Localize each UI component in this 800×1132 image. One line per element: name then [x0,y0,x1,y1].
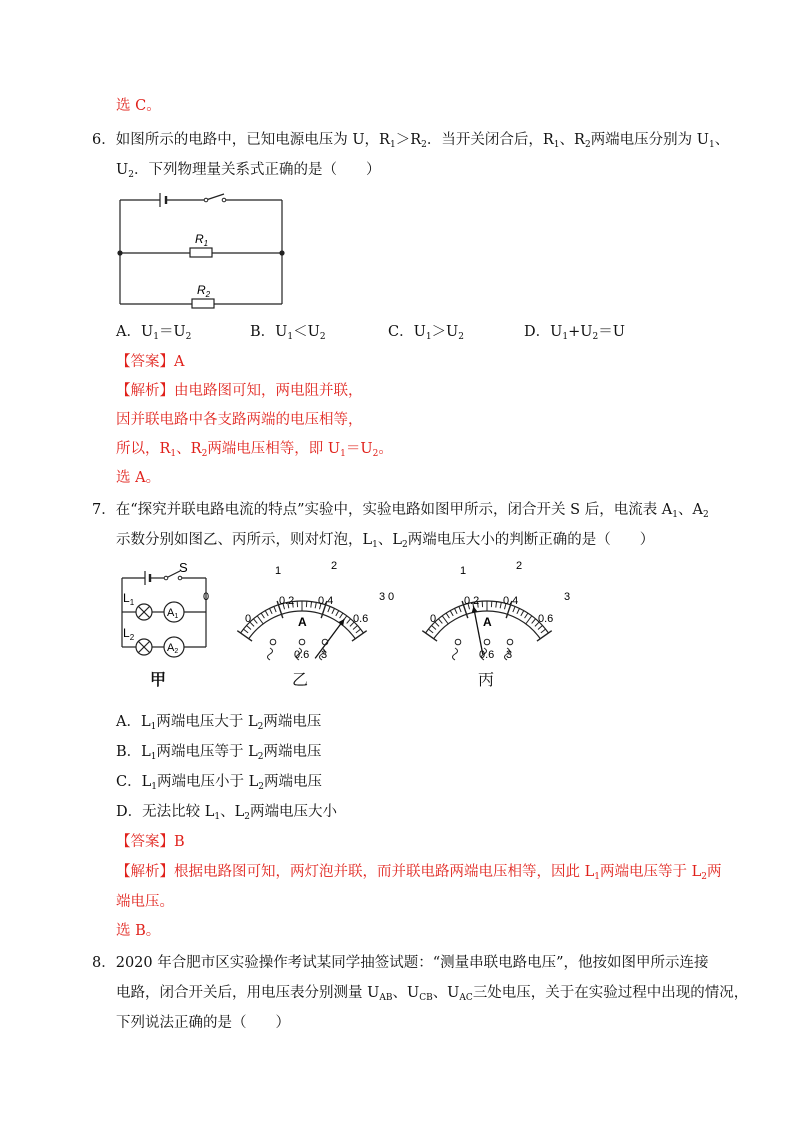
dial-outer-label: 1 [460,565,467,577]
switch-blade [206,194,224,200]
a2-label: A2 [167,642,179,655]
terminal-post [484,639,490,645]
q7-option-c[interactable]: C．$L_1$两端电压小于 $L_2$两端电压 [116,774,322,792]
q6-analysis-line2: 因并联电路中各支路两端的电压相等， [116,412,363,428]
dial-tick [500,602,501,608]
dial-tick [347,619,351,624]
dial-tick [265,611,268,616]
q7-meter-yi [203,558,390,666]
q6-answer: 【答案】A [116,354,185,370]
r1-label: $R_1$ [195,232,209,248]
dial-needle [315,619,344,658]
q6-option-d[interactable]: D．$U_1+U_2=U$ [524,324,625,342]
dial-tick [538,625,542,629]
terminal-wire [453,648,458,660]
q7-analysis-line2: 端电压。 [116,894,174,910]
caption-jia: 甲 [150,670,167,689]
dial-tick [446,613,449,618]
q7-stem-line2: 示数分别如图乙、丙所示，则对灯泡，$L_1$、$L_2$两端电压大小的判断正确的是（ ） [116,532,655,550]
dial-needle [473,606,482,654]
junction-left [117,250,122,255]
q6-choice: 选 A。 [116,470,161,486]
dial-tick [336,611,339,616]
dial-tick [274,606,276,612]
q7-choice: 选 B。 [116,923,161,939]
caption-yi: 乙 [292,670,309,689]
q6-analysis-line3: 所以，$R_1$、$R_2$两端电压相等，即 $U_1=U_2$。 [116,441,393,459]
q8-stem-line1: 8．2020 年合肥市区实验操作考试某同学抽签试题：“测量串联电路电压”，他按如图甲所示连接 [92,955,709,971]
r1-resistor [190,248,212,257]
terminal-label-06: 0.6 [294,649,310,661]
dial-tick [496,602,497,608]
dial-tick [525,613,528,618]
q7-answer: 【答案】B [116,834,185,850]
dial-tick [521,611,524,616]
q6-analysis-line1: 【解析】由电路图可知，两电阻并联， [116,383,363,399]
dial-tick [352,631,367,641]
dial-tick [311,602,312,608]
dial-outer-label: 2 [516,560,523,572]
caption-bing: 丙 [478,670,495,689]
dial-outer-label: 3 [379,591,386,603]
dial-tick [353,625,357,629]
r2-label: $R_2$ [197,283,211,299]
junction-right [279,250,284,255]
dial-unit-label: A [298,615,307,629]
dial-inner-label: 0.4 [503,595,519,607]
terminal-post [455,639,461,645]
dial-tick [356,629,361,633]
dial-tick [459,606,461,612]
q7-option-d[interactable]: D．无法比较 $L_1$、$L_2$两端电压大小 [116,804,337,822]
dial-inner-label: 0.4 [318,595,334,607]
dial-tick [247,625,251,629]
dial-tick [261,613,264,618]
dial-outer-label: 0 [388,591,395,603]
q7-figure-jia-circuit [112,562,216,658]
dial-unit-label: A [483,615,492,629]
dial-tick [340,613,343,618]
dial-tick [332,608,335,613]
dial-tick [541,629,546,633]
dial-outer-label: 2 [331,560,338,572]
dial-tick [422,631,437,641]
dial-tick [432,625,436,629]
dial-tick [442,616,448,624]
dial-tick [450,611,453,616]
q7-meter-bing [388,558,575,666]
dial-inner-label: 0.6 [353,613,369,625]
dial-tick [270,608,273,613]
q7-analysis-line1: 【解析】根据电路图可知，两灯泡并联，而并联电路两端电压相等，因此 $L_1$两端电压等于 $L_2$两 [116,864,722,882]
a1-label: A1 [167,607,179,620]
dial-outer-label: 0 [203,591,210,603]
dial-inner-label: 0.2 [279,595,295,607]
l2-label: $L_2$ [123,626,135,642]
dial-tick [526,616,532,624]
q6-stem-line2: $U_2$．下列物理量关系式正确的是（ ） [116,162,381,180]
dial-tick [253,619,257,624]
dial-inner-label: 0 [430,613,437,625]
dial-tick [537,631,552,641]
dial-tick [237,631,252,641]
dial-tick [513,606,515,612]
q6-option-a[interactable]: A．$U_1=U_2$ [116,324,192,342]
q8-stem-line3: 下列说法正确的是（ ） [116,1015,290,1031]
terminal-post [270,639,276,645]
dial-tick [428,629,433,633]
terminal-post [299,639,305,645]
q7-stem-line1: 7．在“探究并联电路电流的特点”实验中，实验电路如图甲所示，闭合开关 S 后，电流表 $A_1$、$A_2$ [92,502,709,520]
dial-inner-label: 0 [245,613,252,625]
terminal-label-3: 3 [506,649,513,661]
q6-circuit-diagram [110,186,295,310]
dial-outer-label: 1 [275,565,282,577]
r2-resistor [192,299,214,308]
q6-option-b[interactable]: B．$U_1<U_2$ [250,324,326,342]
terminal-label-3: 3 [321,649,328,661]
dial-inner-label: 0.2 [464,595,480,607]
dial-tick [315,602,316,608]
prev-choice: 选 C。 [116,98,161,114]
q6-option-c[interactable]: C．$U_1>U_2$ [388,324,465,342]
dial-tick [328,606,330,612]
q7-option-b[interactable]: B．$L_1$两端电压等于 $L_2$两端电压 [116,744,322,762]
dial-inner-label: 0.6 [538,613,554,625]
dial-tick [438,619,442,624]
dial-tick [455,608,458,613]
dial-tick [257,616,263,624]
dial-outer-label: 3 [564,591,571,603]
terminal-wire [268,648,273,660]
q7-option-a[interactable]: A．$L_1$两端电压大于 $L_2$两端电压 [116,714,322,732]
terminal-label-06: 0.6 [479,649,495,661]
switch-s-label: S [179,560,188,575]
q8-stem-line2: 电路，闭合开关后，用电压表分别测量 $U_{AB}$、$U_{CB}$、$U_{AC}$三处电压，关于在实验过程中出现的情况， [116,985,749,1003]
dial-tick [532,619,536,624]
dial-tick [243,629,248,633]
dial-tick [517,608,520,613]
terminal-post [507,639,513,645]
l1-label: $L_1$ [123,591,135,607]
q6-stem-line1: 6．如图所示的电路中，已知电源电压为 U，$R_1>R_2$．当开关闭合后，$R_1$、$R_2$两端电压分别为 $U_1$、 [92,132,730,150]
